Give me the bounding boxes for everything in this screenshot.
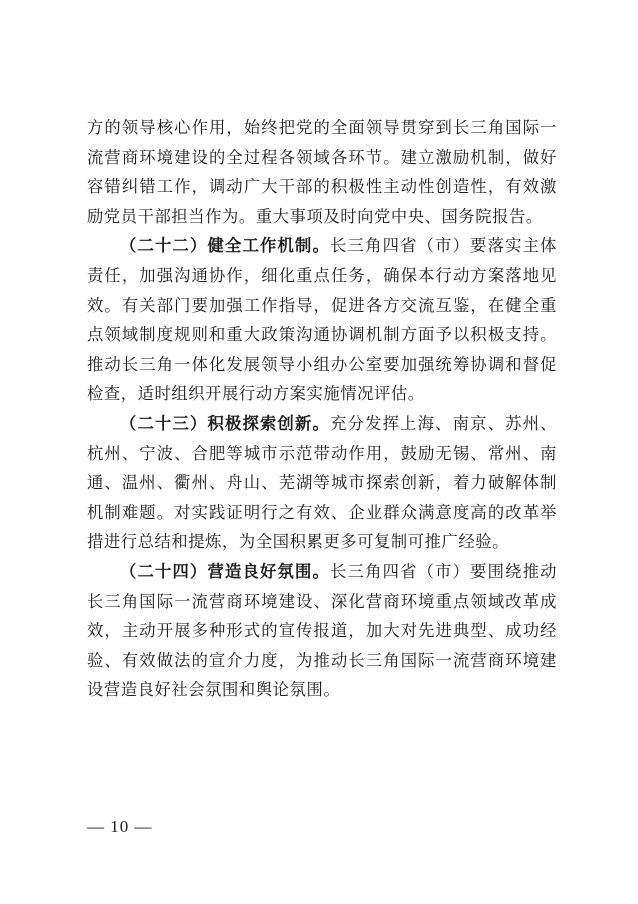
page-number: — 10 — <box>87 817 153 836</box>
paragraph-continuation <box>87 113 557 231</box>
body-text <box>87 113 557 705</box>
section-heading: （二十二）健全工作机制。 <box>120 236 331 256</box>
paragraph-24 <box>87 557 557 705</box>
section-heading: （二十四）营造良好氛围。 <box>120 561 331 581</box>
paragraph-text: 长三角四省（市）要落实主体责任，加强沟通协作，细化重点任务，确保本行动方案落地见效。有关部门要加强工作指导，促进各方交流互鉴，在健全重点领域制度规则和重大政策沟通协调机制方面予以积极支持。推动长三角一体化发展领导小组办公室要加强统筹协调和督促检查，适时组织开展行动方案实施情况评估。 <box>87 236 557 404</box>
paragraph-text: 方的领导核心作用，始终把党的全面领导贯穿到长三角国际一流营商环境建设的全过程各领域各环节。建立激励机制，做好容错纠错工作，调动广大干部的积极性主动性创造性，有效激励党员干部担当作为。重大事项及时向党中央、国务院报告。 <box>87 118 557 226</box>
paragraph-text: 充分发挥上海、南京、苏州、杭州、宁波、合肥等城市示范带动作用，鼓励无锡、常州、南通、温州、衢州、舟山、芜湖等城市探索创新，着力破解体制机制难题。对实践证明行之有效、企业群众满意度高的改革举措进行总结和提炼，为全国积累更多可复制可推广经验。 <box>87 413 557 552</box>
section-heading: （二十三）积极探索创新。 <box>120 413 331 433</box>
paragraph-23 <box>87 409 557 557</box>
paragraph-22 <box>87 231 557 409</box>
paragraph-text: 长三角四省（市）要围绕推动长三角国际一流营商环境建设、深化营商环境重点领域改革成效，主动开展多种形式的宣传报道，加大对先进典型、成功经验、有效做法的宣介力度，为推动长三角国际一流营商环境建设营造良好社会氛围和舆论氛围。 <box>87 561 557 700</box>
